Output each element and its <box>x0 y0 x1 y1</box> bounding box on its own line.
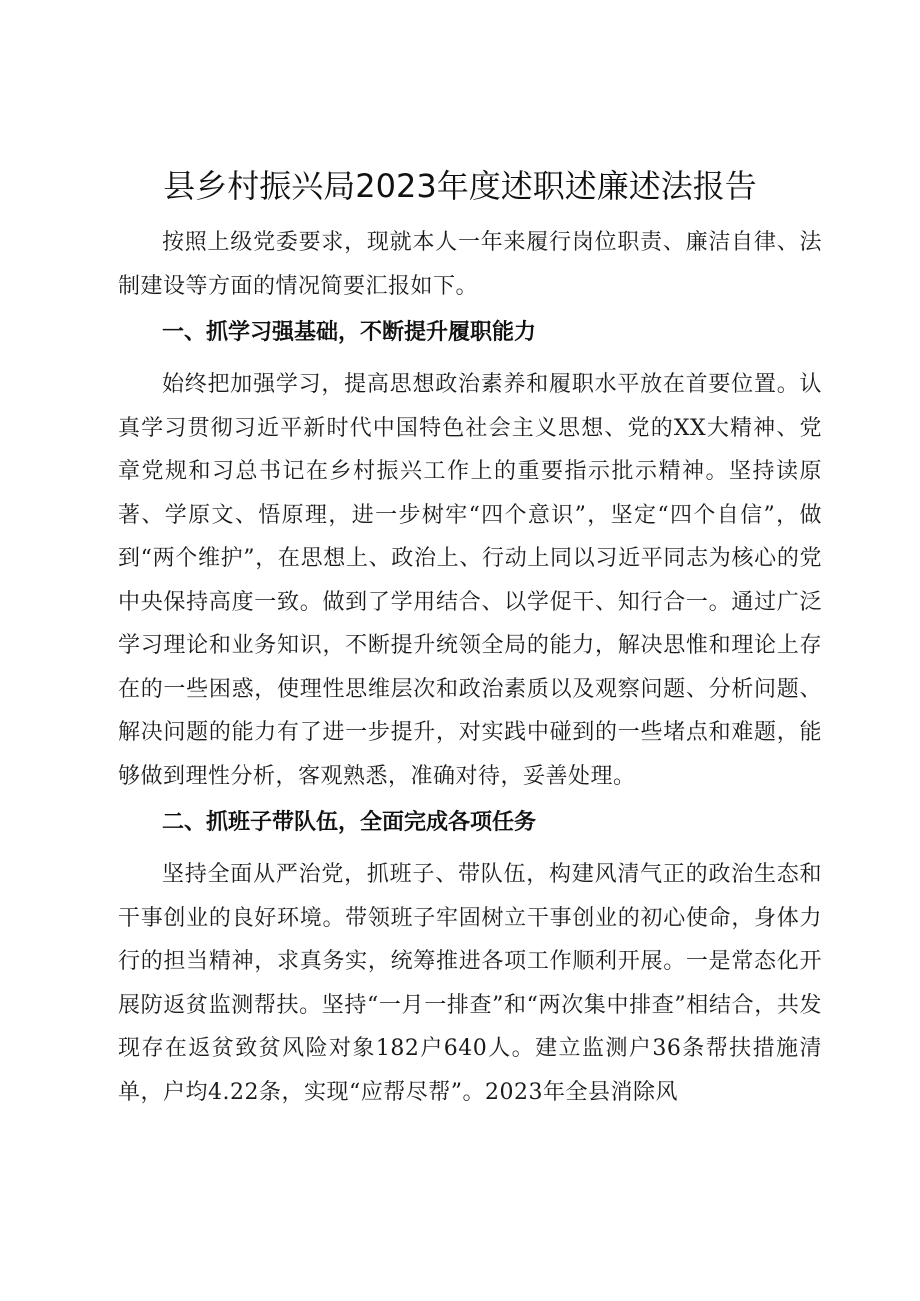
section-heading-1: 一、抓学习强基础，不断提升履职能力 <box>162 320 537 345</box>
intro-paragraph: 按照上级党委要求，现就本人一年来履行岗位职责、廉洁自律、法制建设等方面的情况简要汇报如下。 <box>118 230 822 299</box>
section-heading-2: 二、抓班子带队伍，全面完成各项任务 <box>162 810 537 835</box>
section-body-1: 始终把加强学习，提高思想政治素养和履职水平放在首要位置。认真学习贯彻习近平新时代中国特色社会主义思想、党的XX大精神、党章党规和习总书记在乡村振兴工作上的重要指示批示精神。坚持读原著、学原文、悟原理，进一步树牢“四个意识”，坚定“四个自信”，做到“两个维护”，在思想上、政治上、行动上同以习近平同志为核心的党中央保持高度一致。做到了学用结合、以学促干、知行合一。通过广泛学习理论和业务知识，不断提升统领全局的能力，解决思惟和理论上存在的一些困惑，使理性思维层次和政治素质以及观察问题、分析问题、解决问题的能力有了进一步提升，对实践中碰到的一些堵点和难题，能够做到理性分析，客观熟悉，准确对待，妥善处理。 <box>118 372 822 789</box>
document-body <box>118 221 822 1114</box>
section-body-2: 坚持全面从严治党，抓班子、带队伍，构建风清气正的政治生态和干事创业的良好环境。带领班子牢固树立干事创业的初心使命，身体力行的担当精神，求真务实，统筹推进各项工作顺利开展。一是常态化开展防返贫监测帮扶。坚持“一月一排查”和“两次集中排查”相结合，共发现存在返贫致贫风险对象182户640人。建立监测户36条帮扶措施清单，户均4.22条，实现“应帮尽帮”。2023年全县消除风 <box>118 862 822 1105</box>
document-title: 县乡村振兴局2023年度述职述廉述法报告 <box>163 167 757 205</box>
